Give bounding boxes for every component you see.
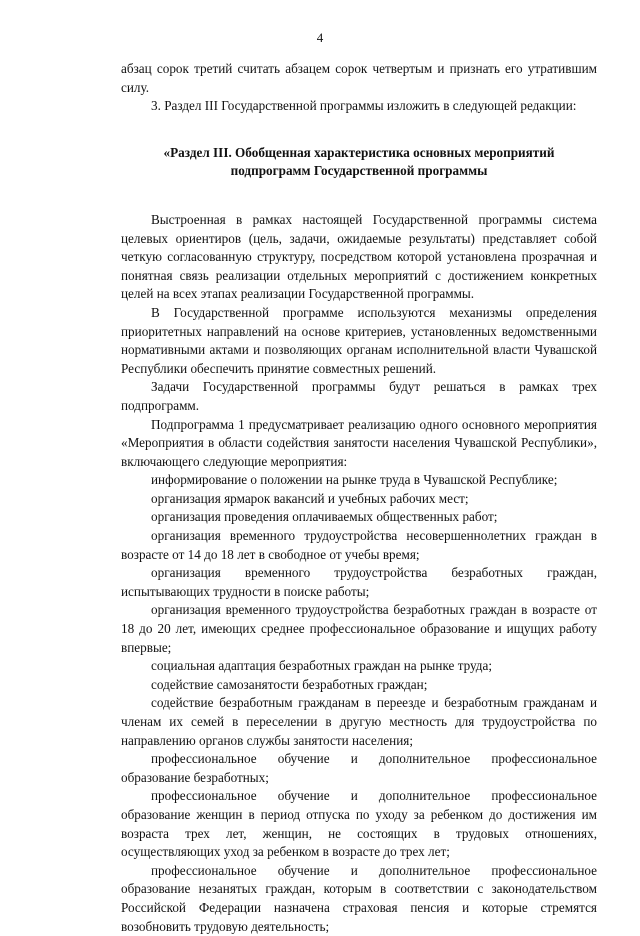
list-paragraph: организация временного трудоустройства безработных граждан, испытывающих трудности в поиске работы; [121, 565, 597, 599]
paragraph: Выстроенная в рамках настоящей Государственной программы система целевых ориентиров (цель, задачи, ожидаемые результаты) представляет собой четкую согласованную структуру, посредством которой установлена прозрачная и понятная связь реализации отдельных мероприятий с достижением конкретных целей на всех этапах реализации Государственной программы. [121, 211, 597, 302]
page-number: 4 [316, 30, 324, 45]
paragraph: В Государственной программе используются механизмы определения приоритетных направлений на основе критериев, установленных ведомственными нормативными актами и позволяющих органам исполнительной власти Чувашской Республики обеспечить принятие совместных решений. [121, 304, 597, 376]
intro-paragraph: абзац сорок третий считать абзацем сорок четвертым и признать его утратившим силу. [121, 61, 597, 95]
section-heading [121, 144, 597, 181]
paragraph: Задачи Государственной программы будут решаться в рамках трех подпрограмм. [121, 379, 597, 413]
list-paragraph: содействие безработным гражданам в переезде и безработным гражданам и членам их семей в переселении в другую местность для трудоустройства по направлению органов службы занятости населения; [121, 695, 597, 748]
list-paragraph: профессиональное обучение и дополнительное профессиональное образование женщин в период отпуска по уходу за ребенком до достижения им возраста трех лет, женщин, не состоящих в трудовых отношениях, осуществляющих уход за ребенком в возрасте до трех лет; [121, 788, 597, 860]
list-paragraph: социальная адаптация безработных граждан на рынке труда; [151, 658, 493, 674]
list-paragraph: информирование о положении на рынке труда в Чувашской Республике; [151, 472, 558, 488]
document-body [121, 60, 597, 936]
list-paragraph: организация ярмарок вакансий и учебных рабочих мест; [151, 490, 469, 506]
list-paragraph: профессиональное обучение и дополнительное профессиональное образование безработных; [121, 751, 597, 785]
list-paragraph: организация проведения оплачиваемых общественных работ; [151, 509, 498, 525]
list-paragraph: содействие самозанятости безработных граждан; [151, 676, 428, 692]
section-heading-line: подпрограмм Государственной программы [230, 163, 488, 179]
list-paragraph: организация временного трудоустройства несовершеннолетних граждан в возрасте от 14 до 18 лет в свободное от учебы время; [121, 528, 597, 562]
intro-paragraph: 3. Раздел III Государственной программы изложить в следующей редакции: [151, 98, 577, 114]
paragraph: Подпрограмма 1 предусматривает реализацию одного основного мероприятия «Мероприятия в области содействия занятости населения Чувашской Республики», включающего следующие мероприятия: [121, 416, 597, 469]
list-paragraph: профессиональное обучение и дополнительное профессиональное образование незанятых граждан, которым в соответствии с законодательством Российской Федерации назначена страховая пенсия и которые стремятся возобновить трудовую деятельность; [121, 862, 597, 934]
section-heading-line: «Раздел III. Обобщенная характеристика основных мероприятий [163, 144, 555, 160]
list-paragraph: организация временного трудоустройства безработных граждан в возрасте от 18 до 20 лет, имеющих среднее профессиональное образование и ищущих работу впервые; [121, 602, 597, 655]
